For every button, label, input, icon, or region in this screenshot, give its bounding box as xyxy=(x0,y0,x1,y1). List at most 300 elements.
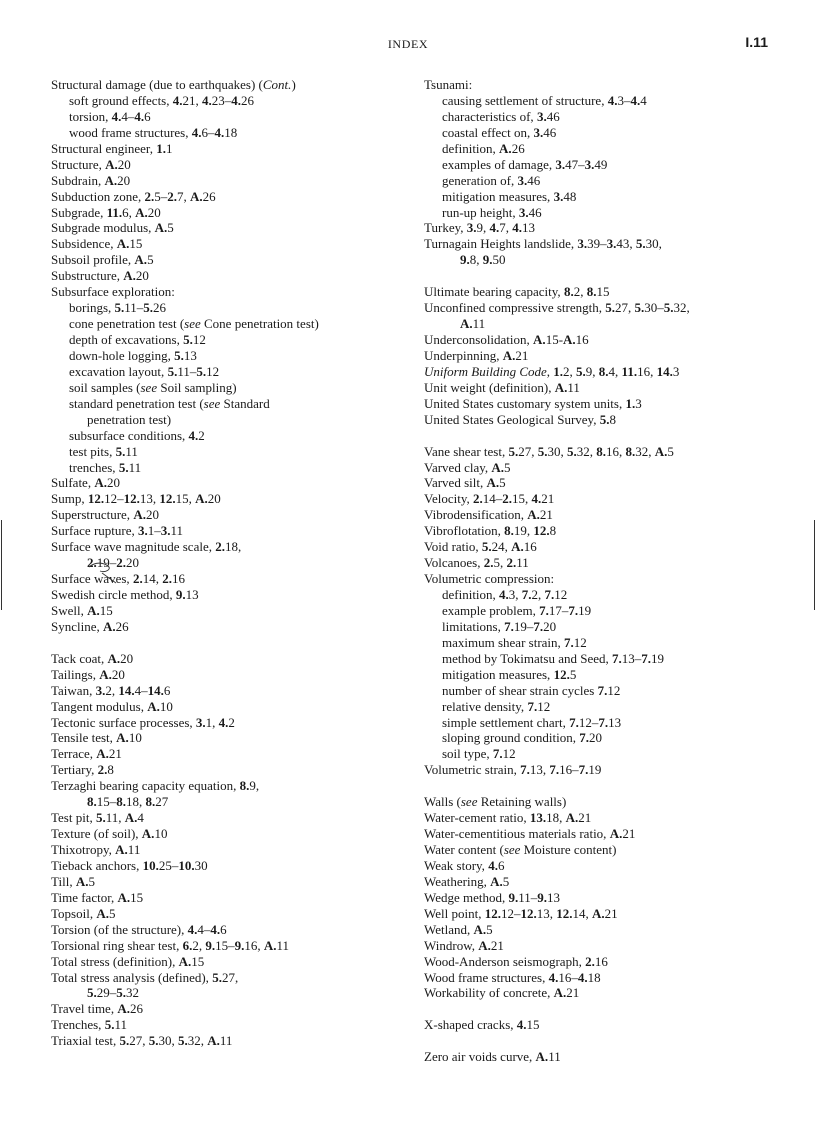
entry-text: Texture (of soil), xyxy=(51,826,142,842)
index-subentry xyxy=(424,316,784,332)
page-ref-chapter: A. xyxy=(115,842,128,857)
page-ref-chapter: 5. xyxy=(87,985,97,1001)
page-ref-chapter: 10. xyxy=(142,857,159,873)
page-ref-chapter: 8. xyxy=(586,284,597,300)
index-subentry xyxy=(424,587,784,603)
page-ref-chapter: 3. xyxy=(536,108,547,124)
index-subentry xyxy=(424,125,784,141)
entry-text: 6 xyxy=(163,682,171,698)
page-ref-chapter: 2. xyxy=(97,762,108,778)
page-ref-chapter: 7. xyxy=(568,602,579,618)
entry-text: 16– xyxy=(558,969,578,985)
entry-text: 20 xyxy=(111,666,125,682)
page-ref-chapter: A. xyxy=(563,332,576,347)
entry-text: 11 xyxy=(548,1049,561,1065)
entry-text: Subdrain, xyxy=(51,172,105,188)
entry-text: 27 xyxy=(155,794,169,810)
entry-text: 12– xyxy=(578,714,599,730)
page-number: I.11 xyxy=(745,34,768,50)
entry-text: mitigation measures, xyxy=(442,666,554,682)
entry-text: limitations, xyxy=(442,618,505,634)
page-ref-chapter: 4. xyxy=(201,92,212,108)
index-subentry xyxy=(424,603,784,619)
page-ref-chapter: 13. xyxy=(529,810,547,826)
entry-text: Ultimate bearing capacity, xyxy=(424,284,564,300)
page-ref-chapter: 4. xyxy=(512,220,522,236)
index-entry xyxy=(51,587,411,603)
page-ref-chapter: 3. xyxy=(466,220,477,236)
page-ref-chapter: A. xyxy=(535,1049,549,1065)
entry-text: 5– xyxy=(154,188,168,204)
entry-text: penetration test) xyxy=(87,411,172,427)
entry-text: depth of excavations, xyxy=(69,332,184,347)
entry-text: 15, xyxy=(175,491,196,507)
italic-text: see xyxy=(503,842,521,857)
entry-text: Trenches, xyxy=(51,1017,105,1033)
index-entry xyxy=(51,906,411,922)
entry-text: 32, xyxy=(635,443,655,459)
entry-text: 12– xyxy=(500,905,521,921)
entry-text: trenches, xyxy=(69,459,119,475)
entry-text: 4 xyxy=(640,92,647,108)
entry-text: 19 xyxy=(578,602,592,618)
entry-text: Tensile test, xyxy=(51,730,117,746)
page-ref-chapter: 5. xyxy=(104,1017,115,1033)
entry-text: Subduction zone, xyxy=(51,188,145,204)
page-ref-chapter: 9. xyxy=(537,889,548,905)
index-entry xyxy=(51,157,411,173)
page-ref-chapter: 3. xyxy=(553,188,564,204)
page-ref-chapter: 9. xyxy=(175,587,186,602)
entry-text: 20 xyxy=(106,475,120,491)
index-entry xyxy=(51,715,411,731)
page-ref-chapter: A. xyxy=(654,443,668,459)
page-ref-chapter: 7. xyxy=(578,762,589,778)
page-ref-chapter: 4. xyxy=(210,921,221,937)
index-entry xyxy=(424,348,784,364)
page-ref-chapter: 4. xyxy=(187,921,198,937)
entry-text: excavation layout, xyxy=(69,363,168,379)
handwritten-strike-mark xyxy=(86,557,132,585)
index-entry xyxy=(51,77,411,93)
entry-text: Void ratio, xyxy=(424,539,482,555)
index-entry xyxy=(424,539,784,555)
index-subentry xyxy=(51,428,411,444)
entry-text: 20 xyxy=(135,268,149,284)
entry-text: 21 xyxy=(539,507,553,523)
index-subentry xyxy=(424,667,784,683)
page-ref-chapter: 12. xyxy=(533,523,550,539)
entry-text: Volcanoes, xyxy=(424,555,484,571)
index-subentry xyxy=(51,460,411,476)
entry-text: Water-cementitious materials ratio, xyxy=(424,826,610,842)
entry-text: 16 xyxy=(594,953,608,969)
entry-text: generation of, xyxy=(442,172,518,188)
page-ref-chapter: A. xyxy=(123,268,136,284)
entry-text: 11– xyxy=(124,300,144,316)
entry-text: Unit weight (definition), xyxy=(424,379,555,395)
entry-text: 9, xyxy=(476,220,490,236)
page-ref-chapter: 6. xyxy=(182,937,193,953)
entry-text: 13– xyxy=(621,650,642,666)
page-ref-chapter: 3. xyxy=(533,124,544,140)
page-ref-chapter: 3. xyxy=(95,682,106,698)
entry-text: Subsidence, xyxy=(51,236,117,252)
page-ref-chapter: 7. xyxy=(504,618,514,634)
index-entry xyxy=(424,412,784,428)
index-subentry xyxy=(51,332,411,348)
entry-text: 12– xyxy=(104,491,124,507)
entry-text: 2 xyxy=(198,427,205,443)
entry-text: Swedish circle method, xyxy=(51,587,176,602)
entry-text: 11 xyxy=(128,459,142,475)
entry-text: 16 xyxy=(575,332,589,347)
page-ref-chapter: 11. xyxy=(106,204,123,220)
page-ref-chapter: A. xyxy=(490,873,503,889)
page-ref-chapter: 12. xyxy=(159,491,176,507)
entry-text: simple settlement chart, xyxy=(442,714,570,730)
index-entry xyxy=(424,380,784,396)
italic-text: Uniform Building Code xyxy=(424,363,547,379)
entry-text: 20 xyxy=(126,555,139,571)
page-ref-chapter: 2. xyxy=(585,953,595,969)
page-ref-chapter: 4. xyxy=(111,108,122,124)
entry-text: Substructure, xyxy=(51,268,124,284)
entry-text: 8 xyxy=(549,523,557,539)
entry-text: Torsional ring shear test, xyxy=(51,937,183,953)
index-entry xyxy=(424,460,784,476)
entry-text: 29– xyxy=(96,985,117,1001)
entry-text: Structural engineer, xyxy=(51,140,157,156)
index-subentry xyxy=(424,189,784,205)
page-ref-chapter: 5. xyxy=(508,443,519,459)
entry-text: 18, xyxy=(126,794,146,810)
italic-text: see xyxy=(184,316,201,332)
page-ref-chapter: 12. xyxy=(556,905,573,921)
page-ref-chapter: 4. xyxy=(489,220,500,236)
entry-text: 11 xyxy=(567,379,580,395)
page-ref-chapter: 3. xyxy=(606,236,617,252)
index-entry xyxy=(51,699,411,715)
entry-text: 5 xyxy=(504,459,511,475)
entry-text: Total stress analysis (defined), xyxy=(51,969,213,985)
page-ref-chapter: 4. xyxy=(531,491,542,507)
entry-text: 6 xyxy=(497,857,505,873)
index-subentry xyxy=(424,173,784,189)
entry-text: 50 xyxy=(492,252,506,268)
entry-text: 21, xyxy=(182,92,202,108)
entry-text: 5 xyxy=(147,252,154,268)
index-column-right xyxy=(424,77,784,1065)
index-subentry xyxy=(424,730,784,746)
index-entry xyxy=(51,475,411,491)
index-entry xyxy=(424,906,784,922)
page-ref-chapter: A. xyxy=(124,810,138,826)
index-subentry xyxy=(51,93,411,109)
entry-text: 47– xyxy=(565,156,585,172)
letter-group-spacer xyxy=(424,428,784,444)
page-ref-chapter: A. xyxy=(94,475,107,491)
page-ref-chapter: 1. xyxy=(553,363,564,379)
page-ref-chapter: 2. xyxy=(472,491,483,507)
page-ref-chapter: 5. xyxy=(116,985,126,1001)
entry-text: Wood-Anderson seismograph, xyxy=(424,953,586,969)
index-entry xyxy=(51,236,411,252)
index-subentry xyxy=(51,380,411,396)
page-ref-chapter: 2. xyxy=(215,539,225,555)
index-entry xyxy=(51,1017,411,1033)
entry-text: Structure, xyxy=(51,156,106,172)
page-ref-chapter: 7. xyxy=(533,618,544,634)
entry-text: examples of damage, xyxy=(442,156,556,172)
entry-text: 43, xyxy=(616,236,636,252)
entry-text: 24, xyxy=(491,539,512,555)
entry-text: 6– xyxy=(201,124,215,140)
entry-text: 14, xyxy=(142,571,163,587)
entry-text: Varved clay, xyxy=(424,459,492,475)
entry-text: Tertiary, xyxy=(51,762,98,778)
page-ref-chapter: 7. xyxy=(539,602,549,618)
entry-text: Terrace, xyxy=(51,746,97,762)
entry-text: 27, xyxy=(518,443,538,459)
page-ref-chapter: A. xyxy=(141,826,155,842)
entry-text: number of shear strain cycles xyxy=(442,682,598,698)
page-ref-chapter: 4. xyxy=(577,969,588,985)
index-subentry xyxy=(424,619,784,635)
entry-text: 11, xyxy=(105,810,125,826)
entry-text: United States Geological Survey, xyxy=(424,411,600,427)
entry-text: 18, xyxy=(546,810,566,826)
page-ref-chapter: 5. xyxy=(118,459,129,475)
entry-text: Retaining walls) xyxy=(477,794,567,810)
index-subentry xyxy=(51,412,411,428)
entry-text: 2, xyxy=(531,587,545,602)
page-ref-chapter: 8. xyxy=(145,794,156,810)
page-ref-chapter: 14. xyxy=(118,682,135,698)
entry-text: 12 xyxy=(554,587,568,602)
index-entry xyxy=(51,141,411,157)
entry-text: subsurface conditions, xyxy=(69,427,189,443)
index-entry xyxy=(424,332,784,348)
entry-text: 21 xyxy=(578,810,592,826)
entry-text: 6 xyxy=(220,921,227,937)
page-ref-chapter: 5. xyxy=(481,539,492,555)
entry-text: Soil sampling) xyxy=(157,379,237,395)
entry-text: 4 xyxy=(137,810,144,826)
entry-text: 15- xyxy=(545,332,564,347)
entry-text: Surface waves, xyxy=(51,571,133,587)
index-entry xyxy=(51,874,411,890)
entry-text: 23– xyxy=(211,92,232,108)
index-entry xyxy=(51,491,411,507)
entry-text: 20 xyxy=(543,618,557,634)
entry-text: Vibroflotation, xyxy=(424,523,505,539)
entry-text: 4– xyxy=(134,682,148,698)
page-ref-chapter: A. xyxy=(135,204,148,220)
page-ref-chapter: A. xyxy=(478,937,491,953)
entry-text: 19, xyxy=(513,523,534,539)
entry-text: Wood frame structures, xyxy=(424,969,549,985)
page-ref-chapter: 5. xyxy=(663,300,674,316)
index-entry xyxy=(51,683,411,699)
page-ref-chapter: A. xyxy=(207,1033,220,1049)
page-ref-chapter: 2. xyxy=(506,555,517,571)
page-ref-chapter: 12. xyxy=(520,905,537,921)
entry-text: 32 xyxy=(126,985,139,1001)
entry-text: Weak story, xyxy=(424,857,489,873)
page-ref-chapter: 4. xyxy=(488,857,498,873)
page-ref-chapter: 5. xyxy=(605,300,615,316)
index-entry xyxy=(424,970,784,986)
letter-group-spacer xyxy=(424,778,784,794)
index-entry xyxy=(424,491,784,507)
entry-text: 30, xyxy=(158,1033,178,1049)
entry-text: 5 xyxy=(167,220,174,236)
entry-text: 15 xyxy=(130,889,144,905)
entry-text: causing settlement of structure, xyxy=(442,92,608,108)
entry-text: 20 xyxy=(588,730,602,746)
entry-text: 15– xyxy=(96,794,117,810)
index-entry xyxy=(51,268,411,284)
entry-text: borings, xyxy=(69,300,115,316)
entry-text: 1– xyxy=(147,523,161,539)
page-ref-chapter: 5. xyxy=(95,810,106,826)
page-ref-chapter: 8. xyxy=(87,794,97,810)
page-ref-chapter: 7. xyxy=(641,650,651,666)
page-ref-chapter: A. xyxy=(96,746,109,762)
entry-text: Water-cement ratio, xyxy=(424,810,530,826)
entry-text: 30, xyxy=(645,236,662,252)
entry-text: 18 xyxy=(224,124,238,140)
page-ref-chapter: A. xyxy=(117,889,131,905)
index-subentry xyxy=(424,93,784,109)
italic-text: see xyxy=(140,379,158,395)
page-ref-chapter: A. xyxy=(527,507,540,523)
entry-text: 32, xyxy=(187,1033,208,1049)
page-ref-chapter: A. xyxy=(460,316,473,332)
page-ref-chapter: 5. xyxy=(178,1033,188,1049)
page-ref-chapter: 5. xyxy=(114,300,125,316)
entry-text: 2, xyxy=(105,682,119,698)
entry-text: 21 xyxy=(566,985,580,1001)
index-entry xyxy=(424,985,784,1001)
entry-text: 26 xyxy=(202,188,216,204)
page-ref-chapter: 5. xyxy=(196,363,207,379)
page-ref-chapter: 12. xyxy=(484,905,501,921)
page-ref-chapter: A. xyxy=(195,491,208,507)
entry-text: 21 xyxy=(541,491,555,507)
entry-text: Till, xyxy=(51,873,76,889)
entry-text: 46 xyxy=(546,108,560,124)
page-ref-chapter: A. xyxy=(473,921,487,937)
index-entry xyxy=(51,523,411,539)
entry-text: 30, xyxy=(547,443,567,459)
running-header-title: INDEX xyxy=(387,37,429,51)
entry-text: 15 xyxy=(191,953,205,969)
index-subentry xyxy=(51,316,411,332)
index-entry xyxy=(424,507,784,523)
entry-text: Topsoil, xyxy=(51,905,97,921)
entry-text: 20 xyxy=(207,491,221,507)
entry-text: 19– xyxy=(96,555,117,571)
entry-text: 2, xyxy=(563,363,577,379)
index-subentry xyxy=(424,109,784,125)
page-ref-chapter: 4. xyxy=(218,714,229,730)
page-ref-chapter: 4. xyxy=(548,969,559,985)
scan-edge-mark-right xyxy=(814,520,815,610)
page-ref-chapter: 11. xyxy=(621,363,638,379)
entry-text: Subsurface exploration: xyxy=(51,284,175,300)
entry-text: 3– xyxy=(617,92,631,108)
entry-text: 14– xyxy=(482,491,503,507)
entry-text: 26 xyxy=(153,300,167,316)
index-subentry xyxy=(51,364,411,380)
entry-text: Sulfate, xyxy=(51,475,95,491)
entry-text: Windrow, xyxy=(424,937,479,953)
entry-text: maximum shear strain, xyxy=(442,634,565,650)
entry-text: 16, xyxy=(605,443,626,459)
index-entry xyxy=(424,874,784,890)
entry-text: 20 xyxy=(120,650,134,666)
page-ref-chapter: 5. xyxy=(635,236,646,252)
index-entry xyxy=(51,938,411,954)
entry-text: 16 xyxy=(171,571,185,587)
index-entry xyxy=(51,746,411,762)
index-entry xyxy=(51,619,411,635)
page-ref-chapter: 8. xyxy=(239,778,250,794)
entry-text: 49 xyxy=(594,156,608,172)
entry-text: 13 xyxy=(185,587,199,602)
index-subentry xyxy=(424,205,784,221)
entry-text: 32, xyxy=(673,300,690,316)
entry-text: 15 xyxy=(526,1017,540,1033)
index-entry xyxy=(51,1033,411,1049)
index-entry xyxy=(424,475,784,491)
entry-text: 8 xyxy=(107,762,114,778)
entry-text: example problem, xyxy=(442,602,540,618)
page-ref-chapter: 2. xyxy=(162,571,172,587)
entry-text: Cone penetration test) xyxy=(200,316,319,332)
entry-text: 13, xyxy=(536,905,557,921)
entry-text: 13 xyxy=(522,220,535,236)
index-entry xyxy=(51,189,411,205)
entry-text: Tangent modulus, xyxy=(51,698,148,714)
page-ref-chapter: 7. xyxy=(521,587,532,602)
entry-text: 20 xyxy=(147,204,161,220)
entry-text: definition, xyxy=(442,140,500,156)
entry-text: 16 xyxy=(523,539,537,555)
entry-text: relative density, xyxy=(442,698,528,714)
entry-text: characteristics of, xyxy=(442,108,537,124)
page-ref-chapter: A. xyxy=(511,539,524,555)
entry-text: down-hole logging, xyxy=(69,347,175,363)
index-entry xyxy=(51,603,411,619)
entry-text: 20 xyxy=(117,156,131,172)
entry-text: 5 xyxy=(486,921,493,937)
entry-text: 5 xyxy=(88,873,95,889)
entry-text: 5 xyxy=(499,475,506,491)
page-ref-chapter: 5. xyxy=(167,363,178,379)
entry-text: Syncline, xyxy=(51,618,103,634)
entry-text: Torsion (of the structure), xyxy=(51,921,188,937)
entry-text: 4– xyxy=(121,108,135,124)
entry-text: Tectonic surface processes, xyxy=(51,714,196,730)
page-ref-chapter: A. xyxy=(75,873,89,889)
index-entry xyxy=(51,220,411,236)
entry-text: 27, xyxy=(221,969,239,985)
entry-text: definition, xyxy=(442,587,500,602)
entry-text: 2, xyxy=(192,937,206,953)
